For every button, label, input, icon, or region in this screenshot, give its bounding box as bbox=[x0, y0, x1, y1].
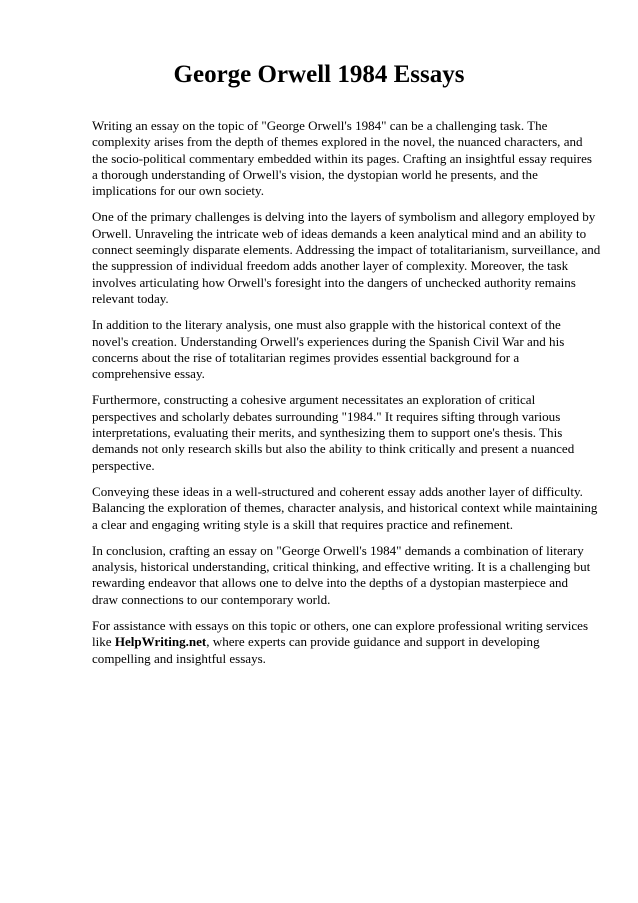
text-line: the socio-political commentary embedded within its pages. Crafting an insightful essay requires bbox=[92, 150, 593, 166]
text-line: comprehensive essay. bbox=[92, 366, 205, 382]
essay-body bbox=[92, 118, 601, 677]
paragraph bbox=[92, 392, 592, 473]
text-line: In addition to the literary analysis, one must also grapple with the historical context of the bbox=[92, 317, 561, 333]
text-line: Orwell. Unraveling the intricate web of ideas demands a keen analytical mind and an ability to bbox=[92, 225, 587, 241]
helpwriting-link[interactable]: HelpWriting.net bbox=[114, 634, 207, 650]
text-line: Writing an essay on the topic of "George Orwell's 1984" can be a challenging task. The bbox=[92, 118, 548, 133]
text-line: analysis, historical understanding, critical thinking, and effective writing. It is a challenging but bbox=[92, 559, 591, 575]
text-line: the suppression of individual freedom adds another layer of complexity. Moreover, the task bbox=[92, 258, 569, 274]
text-line: One of the primary challenges is delving into the layers of symbolism and allegory employed by bbox=[92, 209, 596, 225]
text-line: perspective. bbox=[92, 457, 155, 473]
text-line-with-link bbox=[92, 634, 592, 650]
text-line: relevant today. bbox=[92, 290, 169, 306]
text-line: perspectives and scholarly debates surrounding "1984." It requires sifting through various bbox=[92, 408, 561, 424]
paragraph bbox=[92, 317, 592, 382]
text-line: compelling and insightful essays. bbox=[92, 650, 266, 666]
text-line: rewarding endeavor that allows one to delve into the depths of a dystopian masterpiece and bbox=[92, 575, 569, 591]
text-line: concerns about the rise of totalitarian regimes provides essential background for a bbox=[92, 349, 520, 365]
final-paragraph bbox=[92, 618, 592, 667]
paragraph bbox=[92, 209, 601, 307]
text-line: a thorough understanding of Orwell's vision, the dystopian world he presents, and the bbox=[92, 166, 538, 182]
page-title: George Orwell 1984 Essays bbox=[173, 61, 465, 88]
paragraph bbox=[92, 118, 592, 199]
text-line: Balancing the exploration of themes, character analysis, and historical context while maintaining bbox=[92, 500, 598, 516]
text-line: demands not only research skills but also the ability to think critically and present a nuanced bbox=[92, 441, 575, 457]
text-line: a clear and engaging writing style is a skill that requires practice and refinement. bbox=[92, 516, 513, 532]
text-line: implications for our own society. bbox=[92, 183, 264, 199]
text-line: In conclusion, crafting an essay on "George Orwell's 1984" demands a combination of literary bbox=[92, 542, 584, 558]
text-line: Furthermore, constructing a cohesive argument necessitates an exploration of critical bbox=[92, 392, 536, 408]
text-line: complexity arises from the depth of themes explored in the novel, the nuanced characters, and bbox=[92, 134, 583, 150]
text-line: interpretations, evaluating their merits, and synthesizing them to support one's thesis. This bbox=[92, 425, 563, 441]
paragraph bbox=[92, 543, 592, 608]
text-line: Conveying these ideas in a well-structured and coherent essay adds another layer of difficulty. bbox=[92, 483, 583, 499]
text-line: For assistance with essays on this topic or others, one can explore professional writing services bbox=[92, 618, 589, 634]
text-fragment: like bbox=[92, 634, 115, 650]
text-line: draw connections to our contemporary world. bbox=[92, 591, 331, 607]
text-line: novel's creation. Understanding Orwell's experiences during the Spanish Civil War and his bbox=[92, 333, 565, 349]
text-line: involves articulating how Orwell's foresight into the dangers of unchecked authority remains bbox=[92, 274, 576, 290]
text-line: connect seemingly disparate elements. Addressing the impact of totalitarianism, surveillance, and bbox=[92, 242, 601, 258]
text-fragment: , where experts can provide guidance and support in developing bbox=[206, 634, 540, 650]
paragraph bbox=[92, 483, 598, 533]
